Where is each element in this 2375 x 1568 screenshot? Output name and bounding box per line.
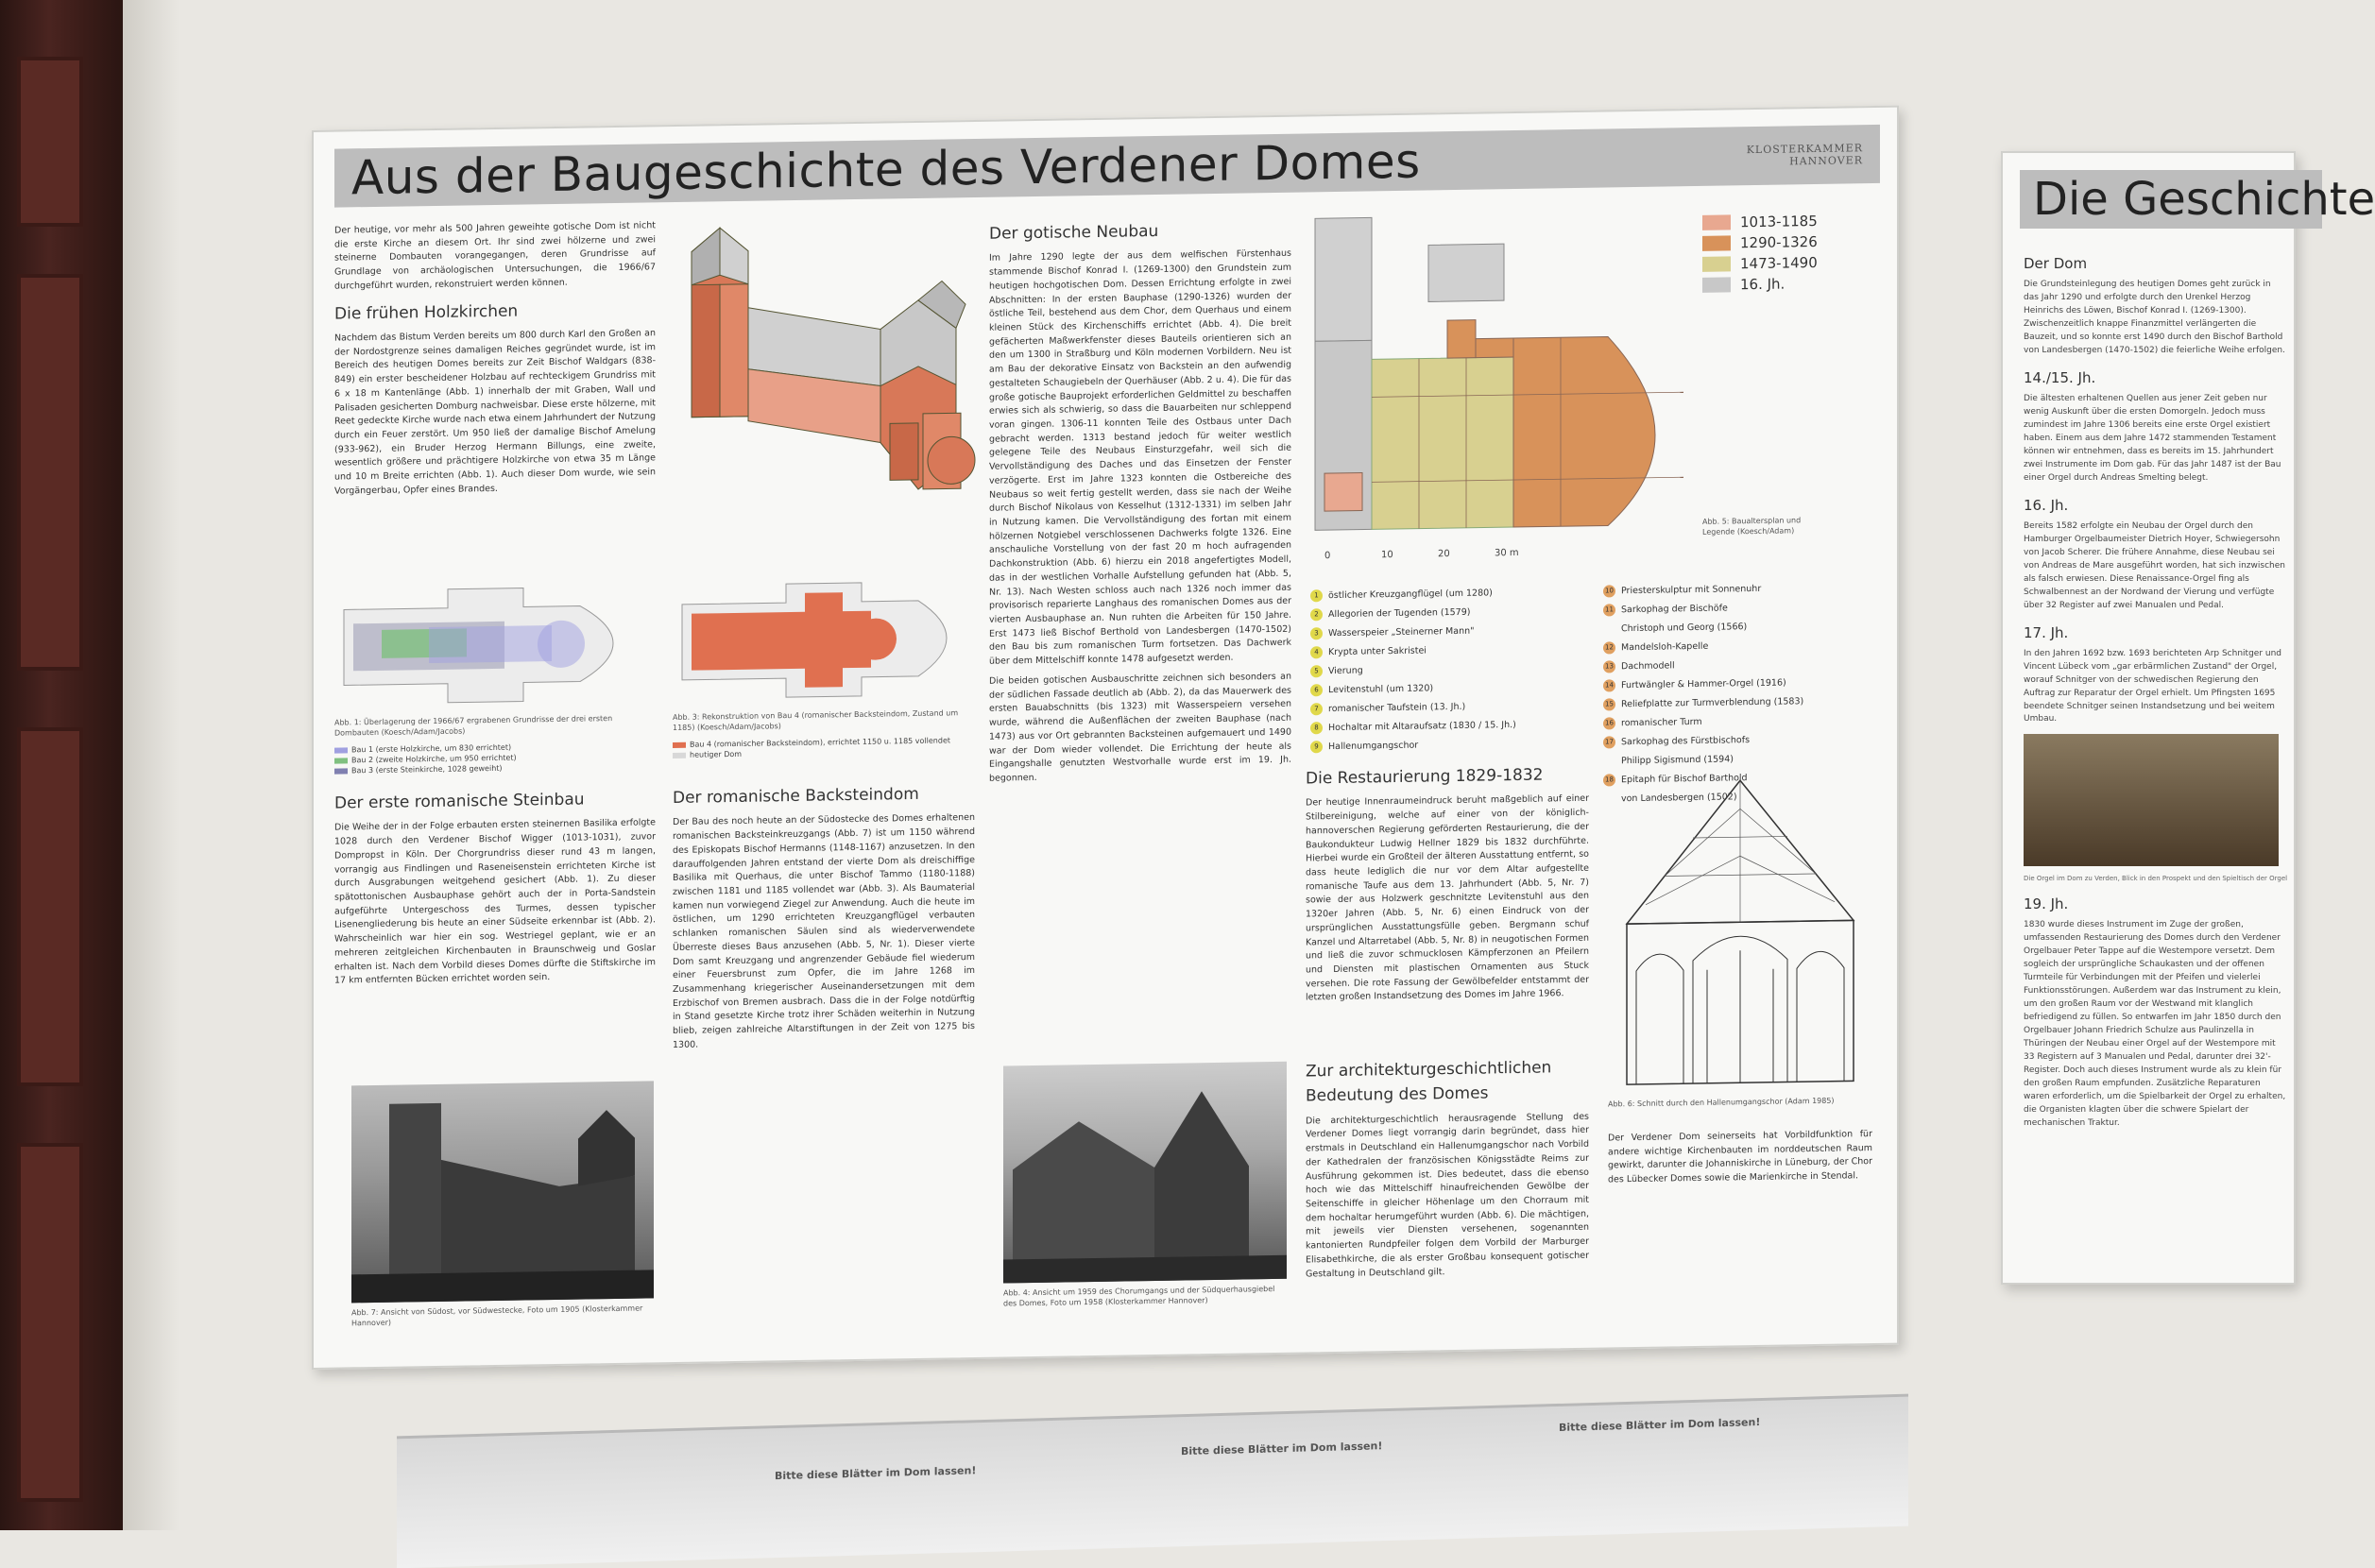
legend-label: Bau 1 (erste Holzkirche, um 830 errichtet)	[351, 742, 512, 755]
period-swatch	[1702, 214, 1731, 230]
column-architektur-2	[1608, 1128, 1872, 1193]
cathedral-model-drawing	[673, 214, 975, 521]
text-gotik-2: Die beiden gotischen Ausbauschritte zeichnen sich besonders an der südlichen Fassade deutlich ab (Abb. 2), da das Mauerwerk des ersten Bauabschnitts (bis 1323) mit Wasserspeiern versehen wurde, während die Außenflächen der zweiten Bauphase (nach 1473) aus vor Ort gebrannten Backsteinen aufgemauert und 1490 war der Dom wieder vollendet. Die Errichtung der heute als Eingangshalle genutzten Westvorhalle wurde erst im 19. Jh. begonnen.	[989, 671, 1291, 784]
numbered-item	[1310, 585, 1594, 603]
numbered-item-text: Christoph und Georg (1566)	[1621, 621, 1748, 634]
numbered-item	[1603, 674, 1877, 692]
numbered-item	[1310, 698, 1594, 716]
number-badge: 18	[1603, 774, 1615, 786]
column-1	[334, 219, 656, 504]
text-restaurierung: Der heutige Innenraumeindruck beruht maßgeblich auf einer Stilbereinigung, welche auf einer von der königlich-hannoverschen Regierung geförderten Restaurierung, die der Baukondukteur Ludwig Hellner 1829 bis 1832 durchführte. Hierbei wurde ein Großteil der älteren Ausstattung entfernt, so dass heute lediglich die nur vor dem Altar aufgestellte romanische Taufe aus dem 13. Jahrhundert (Abb. 5, Nr. 7) sowie der aus Holzwerk geschnitzte Levitenstuhl aus den 1320er Jahren (Abb. 5, Nr. 6) einen Eindruck von der ursprünglichen Ausstattungsfülle geben. Bergmann schuf Kanzel und Altarretabel (Abb. 5, Nr. 8) in neugotischen Formen und ließ die zuvor schmucklosen Kämpferzonen an Pfeilern und Diensten mit plastischen Ornamenten aus Stuck versehen. Die rote Fassung der Gewölbefelder entstammt der letzten großen Instandsetzung des Domes im Jahre 1966.	[1306, 793, 1589, 1003]
text-dom: Die Grundsteinlegung des heutigen Domes geht zurück in das Jahr 1290 und erfolgte durch den Urenkel Herzog Heinrichs des Löwen, Bischof Konrad I. (1269-1300). Zwischenzeitlich knappe Finanzmittel verlängerten die Bauzeit, und so konnte erst 1490 durch den Bischof Barthold von Landesbergen (1470-1502) die feierliche Weihe erfolgen.	[2024, 280, 2285, 355]
scale-10: 10	[1381, 550, 1393, 561]
heading-1415: 14./15. Jh.	[2024, 368, 2096, 386]
scale-0: 0	[1324, 551, 1331, 562]
period-label: 1473-1490	[1740, 253, 1818, 273]
legend-abb1	[334, 739, 656, 776]
poster-title: Aus der Baugeschichte des Verdener Domes	[351, 133, 1421, 206]
text-gotik: Im Jahre 1290 legte der aus dem welfischen Fürstenhaus stammende Bischof Konrad I. (1269-1300) den Grundstein zum heutigen hochgotischen Dom. Dessen Errichtung erfolgte in zwei Abschnitten: In der ersten Bauphase (1290-1326) wurden der östliche Teil, bestehend aus dem Chor, dem Querhaus und einem kleinen Stück des Kirchenschiffs errichtet (Abb. 4). Die breit gefächerten Maßwerkfenster dieses Bauteils orientieren sich an den um 1300 in Straßburg und Köln modernen Vorbildern. Neu ist am Bau der dekorative Einsatz von Backstein an den aufwendig gestalteten Schaugiebeln der Querhäuser (Abb. 2 u. 4). Die für das große gotische Bauprojekt erforderlichen Geldmittel zu beschaffen erwies sich als schwierig, so dass die Bauarbeiten nur schleppend voran gingen. 1306-11 konnten Teile des Ostbaus unter Dach gebracht werden. 1313 bestand jedoch für weiter westlich gelegene Teile des Neubaus Einsturzgefahr, weil sich die Vervollständigung des Daches und das Einsetzen der Fenster verzögerte. Erst im Jahre 1323 konnten die Ostbereiche des Neubaus so weit fertig gestellt werden, dass sie nach der Weihe durch Bischof Nikolaus von Kesselhut (1312-1331) im selben Jahr in Nutzung kamen. Die Vervollständigung des fortan mit einem hölzernen Notgiebel verschlossenen Dachwerks folgte 1326. Eine anschauliche Vorstellung von der fast 20 m hoch aufragenden Dachkonstruktion (Abb. 6) hierzu ein 2018 angefertigtes Modell, das in der westlichen Vorhalle Aufstellung gefunden hat (Abb. 5, Nr. 13). Nach Westen schloss auch nach 1326 noch immer das provisorisch reparierte Langhaus des romanischen Domes aus der vierten Ausbauphase an. Nun ruhten die Arbeiten für 150 Jahre. Erst 1473 ließ Bischof Berthold von Landesbergen (1470-1502) den Bau bis zum romanischen Turm fortsetzen. Das Dachwerk über dem Mittelschiff konnte 1478 aufgesetzt werden.	[989, 248, 1291, 667]
shelf-label-2: Bitte diese Blätter im Dom lassen!	[1559, 1416, 1761, 1434]
text-architektur: Die architekturgeschichtlich herausragende Stellung des Verdener Domes liegt vorrangig darin begründet, dass hier erstmals in Deutschland ein Hallenumgangschor nach Vorbild der Kathedralen der französischen Königsstädte Reims zur Ausführung gekommen ist. Dies bedeutet, dass die ebenso hoch wie das Mittelschiff hinaufreichenden Gewölbe der Seitenschiffe in gleicher Höhenlage um den Chorraum mit dem hochaltar herumgeführt wurden (Abb. 6). Die mächtigen, mit jeweils vier Diensten versehenen, sogenannten kantonierten Rundpfeiler folgen dem Vorbild der Marburger Elisabethkirche, die als erster Großbau konsequent gotischer Gestaltung in Deutschland gilt.	[1306, 1111, 1589, 1280]
numbered-item-text: Allegorien der Tugenden (1579)	[1328, 606, 1471, 620]
number-badge: 5	[1310, 665, 1323, 677]
heading-19: 19. Jh.	[2024, 895, 2069, 913]
numbered-item	[1603, 712, 1877, 730]
number-badge: 15	[1603, 698, 1615, 710]
caption-abb4: Abb. 4: Ansicht um 1959 des Chorumgangs und der Südquerhausgiebel des Domes, Foto um 1958 (Klosterkammer Hannover)	[1003, 1284, 1275, 1308]
numbered-item-text: romanischer Turm	[1621, 716, 1702, 728]
number-badge: 6	[1310, 684, 1323, 696]
numbered-item-text: Vierung	[1328, 665, 1363, 676]
number-badge: 16	[1603, 717, 1615, 729]
numbered-item	[1603, 580, 1877, 598]
heading-steinbau: Der erste romanische Steinbau	[334, 790, 585, 813]
number-badge: 11	[1603, 604, 1615, 616]
numbered-item	[1310, 641, 1594, 659]
numbered-item	[1603, 599, 1877, 617]
text-backstein: Der Bau des noch heute an der Südostecke des Domes erhaltenen romanischen Backsteinkreuzgangs (Abb. 7) ist um 1150 während des Episkopats Bischof Hermanns (1148-1167) anzusetzen. In den darauffolgenden Jahren entstand der vierte Dom als dreischiffige Basilika mit Querhaus, die unter Bischof Tammo (1180-1188) zwischen 1181 und 1185 vollendet war (Abb. 3). Als Baumaterial kamen nun vorwiegend Ziegel zur Anwendung. Auch die heute im östlichen, um 1290 errichteten Kreuzgangflügel verbauten schlanken romanischen Säulen sind als wiederverwendete Überreste dieses Baus anzusehen (Abb. 5, Nr. 1). Dieser vierte Dom samt Kreuzgang und angrenzender Gebäude fiel wiederum einer Feuersbrunst zum Opfer, die im Jahre 1268 im Zusammenhang kriegerischer Auseinandersetzungen mit dem Erzbischof von Bremen ausbrach. Dass die in der Folge notdürftig in Stand gesetzte Kirche trotz ihrer Schäden weiterhin in Nutzung blieb, zeigen zahlreiche Altarstiftungen in der Zeit von 1275 bis 1300.	[673, 812, 975, 1050]
number-badge: 4	[1310, 646, 1323, 658]
number-badge: 3	[1310, 627, 1323, 639]
legend-swatch	[334, 768, 348, 774]
legend-swatch	[334, 758, 348, 763]
period-row	[1702, 254, 1818, 273]
numbered-item	[1310, 622, 1594, 640]
number-badge: 12	[1603, 641, 1615, 654]
period-label: 1013-1185	[1740, 212, 1818, 231]
legend-label: Bau 4 (romanischer Backsteindom), errichtet 1150 u. 1185 vollendet	[690, 736, 951, 749]
text-16: Bereits 1582 erfolgte ein Neubau der Orgel durch den Hamburger Orgelbaumeister Dietrich Hoyer, Schwiegersohn von Jacob Scherer. Die frühere Annahme, diese Neubau sei von Andreas de Mare ausgeführt worden, hat sich inzwischen als falsch erwiesen. Diese Renaissance-Orgel fing als Schwalbennest an der Nordwand der Vierung und verfügte über 32 Register auf zwei Manualen und Pedal.	[2024, 520, 2285, 610]
numbered-item	[1603, 637, 1877, 655]
period-label: 1290-1326	[1740, 232, 1818, 252]
numbered-item-text: Mandelsloh-Kapelle	[1621, 640, 1709, 653]
right-poster	[2001, 151, 2375, 1285]
number-badge: 8	[1310, 722, 1323, 734]
number-badge: 17	[1603, 736, 1615, 748]
numbered-item-text: Priesterskulptur mit Sonnenuhr	[1621, 583, 1762, 596]
legend-label: Bau 2 (zweite Holzkirche, um 950 errichtet)	[351, 753, 517, 765]
floor-plan-abb1	[334, 576, 656, 713]
caption-organ: Die Orgel im Dom zu Verden, Blick in den Prospekt und den Spieltisch der Orgel	[2024, 875, 2288, 883]
numbered-item	[1603, 656, 1877, 673]
numbered-item-text: Sarkophag der Bischöfe	[1621, 602, 1728, 615]
heading-backstein: Der romanische Backsteindom	[673, 784, 919, 808]
column-restaurierung	[1306, 755, 1589, 1012]
door-frame	[0, 0, 123, 1530]
heading-restaurierung: Die Restaurierung 1829-1832	[1306, 765, 1544, 789]
door-panel	[17, 1143, 83, 1502]
numbered-item-text: Philipp Sigismund (1594)	[1621, 753, 1734, 766]
right-poster-title: Die Geschichte	[2033, 173, 2375, 226]
period-label: 16. Jh.	[1740, 275, 1786, 294]
numbered-item	[1603, 750, 1877, 768]
door-panel	[17, 274, 83, 671]
number-badge: 9	[1310, 741, 1323, 753]
wall-shadow	[123, 0, 179, 1530]
period-swatch	[1702, 235, 1731, 250]
numbered-item	[1310, 660, 1594, 678]
numbered-item-text: Epitaph für Bischof Barthold	[1621, 772, 1748, 785]
numbered-item-text: romanischer Taufstein (13. Jh.)	[1328, 701, 1466, 714]
caption-abb5: Abb. 5: Baualtersplan und Legende (Koesch/Adam)	[1702, 516, 1802, 537]
numbered-item-text: Levitenstuhl (um 1320)	[1328, 682, 1434, 695]
legend-label: heutiger Dom	[690, 749, 743, 759]
intro-text: Der heutige, vor mehr als 500 Jahren geweihte gotische Dom ist nicht die erste Kirche an diesem Ort. Ihr sind zwei hölzerne und zwei steinerne Dombauten vorangegangen, deren Grundrisse auf Grundlage von archäologischen Untersuchungen, die 1966/67 durchgeführt wurden, rekonstruiert werden können.	[334, 220, 656, 292]
heading-architektur: Zur architekturgeschichtlichen Bedeutung des Domes	[1306, 1058, 1552, 1106]
photo-organ	[2024, 734, 2279, 866]
text-holzkirchen: Nachdem das Bistum Verden bereits um 800 durch Karl den Großen an der Nordostgrenze seines damaligen Reiches gegründet wurde, ist im Bereich des heutigen Domes bereits zur Zeit Bischof Waldgars (838-849) ein erster bescheidener Holzbau auf rechteckigem Grundriss mit 6 x 18 m Kantenlänge (Abb. 1) innerhalb der mit Graben, Wall und Palisaden gesicherten Domburg nachweisbar. Diese erste hölzerne, mit Reet gedeckte Kirche wurde nach etwa einem Jahrhundert der Nutzung durch ein Feuer zerstört. Um 950 ließ der damalige Bischof Amelung (933-962), ein Bruder Herzog Hermann Billungs, eine zweite, wesentlich größere und prächtigere Holzkirche von etwa 35 m Länge und 10 m Breite errichten (Abb. 1). Auch dieser Dom wurde, wie sein Vorgängerbau, Opfer eines Brandes.	[334, 328, 656, 497]
period-legend	[1702, 213, 1818, 298]
door-panel	[17, 727, 83, 1086]
heading-16: 16. Jh.	[2024, 496, 2069, 514]
number-badge: 13	[1603, 660, 1615, 673]
shelf-label-1: Bitte diese Blätter im Dom lassen!	[1181, 1440, 1383, 1458]
period-swatch	[1702, 256, 1731, 271]
text-1415: Die ältesten erhaltenen Quellen aus jener Zeit geben nur wenig Auskunft über die ersten Domorgeln. Jedoch muss zumindest im Jahre 1306 bereits eine erste Orgel existiert haben. Einem aus dem Jahre 1472 stammenden Testament können wir entnehmen, dass es bereits im 15. Jahrhundert zwei Instrumente im Dom gab. Für das Jahr 1487 ist der Bau einer Orgel durch Andreas Smelting belegt.	[2024, 394, 2281, 483]
numbered-item-text: Krypta unter Sakristei	[1328, 644, 1427, 657]
column-steinbau	[334, 778, 656, 994]
period-row	[1702, 233, 1818, 252]
numbered-item-text: Wasserspeier „Steinerner Mann"	[1328, 625, 1475, 639]
leaflet-shelf	[397, 1394, 1908, 1568]
right-title-bar	[2020, 170, 2375, 229]
heading-17: 17. Jh.	[2024, 623, 2069, 641]
shelf-label-3: Bitte diese Blätter im Dom lassen!	[775, 1464, 977, 1483]
column-backstein	[673, 774, 975, 1059]
caption-abb3: Abb. 3: Rekonstruktion von Bau 4 (romanischer Backsteindom, Zustand um 1185) (Koesch/Adam/Jacobs)	[673, 708, 959, 733]
right-column	[2024, 244, 2288, 1130]
number-badge: 10	[1603, 585, 1615, 597]
numbered-item-text: Dachmodell	[1621, 659, 1675, 672]
text-steinbau: Die Weihe der in der Folge erbauten ersten steinernen Basilika erfolgte 1028 durch den Verdener Bischof Wigger (1013-1031), zuvor Dompropst in Köln. Der Chorgrundriss dieser rund 43 m langen, vorrangig aus Findlingen und Raseneisenstein errichteten Kirche ist durch Ausgrabungen weitgehend gesichert (Abb. 1). Zu dieser spätottonischen Ausbauphase gehört auch der in Porta-Sandstein aufgeführte Untergeschoss des Turmes, dessen typischer Lisenengliederung bis heute an einer Südseite erkennbar ist (Abb. 2). Wahrscheinlich war hier ein sog. Westriegel geplant, wie er an mehreren zeitgleichen Kirchenbauten in Braunschweig und Goslar erhalten ist. Nach dem Vorbild dieses Domes dürfte die Stiftskirche im 17 km entfernten Bücken errichtet worden sein.	[334, 817, 656, 986]
period-row	[1702, 275, 1818, 294]
text-architektur-2: Der Verdener Dom seinerseits hat Vorbildfunktion für andere wichtige Kirchenbauten im norddeutschen Raum gewirkt, darunter die Johanniskirche in Lüneburg, der Chor des Lübecker Domes sowie die Marienkirche in Stendal.	[1608, 1129, 1872, 1185]
period-row	[1702, 213, 1818, 231]
numbered-item	[1310, 604, 1594, 622]
numbered-item	[1310, 736, 1594, 754]
number-badge: 2	[1310, 608, 1323, 621]
legend-abb3	[673, 734, 975, 761]
caption-abb1: Abb. 1: Überlagerung der 1966/67 ergrabenen Grundrisse der drei ersten Dombauten (Koesch/Adam/Jacobs)	[334, 714, 613, 738]
numbered-item	[1603, 618, 1877, 636]
text-19: 1830 wurde dieses Instrument im Zuge der großen, umfassenden Restaurierung des Domes durch den Verdener Orgelbauer Peter Tappe auf die Westempore versetzt. Dem sogleich der ursprüngliche Schaukasten und der offenen Turmteile für Verbindungen mit der Pfeifen und vielerlei Funktionsstörungen. Außerdem war das Instrument zu klein, um den großen Raum vor der Westwand mit klanglich befriedigend zu füllen. So entwarfen im Jahr 1850 durch den Orgelbauer Johann Friedrich Schulze aus Paulinzella in Thüringen der Neubau einer Orgel auf der Westempore mit 33 Registern auf 3 Manualen und Pedal, darunter drei 32'-Register. Doch auch dieses Instrument wurde als zu klein für den großen Raum empfunden. Zusätzliche Reparaturen waren erforderlich, um die Spielbarkeit der Orgel zu erhalten, die Organisten klagten über die schwere Spielart der mechanischen Traktur.	[2024, 920, 2286, 1128]
main-poster	[312, 106, 1899, 1370]
number-badge: 14	[1603, 679, 1615, 691]
brand-line2: HANNOVER	[1789, 154, 1863, 168]
heading-gotik: Der gotische Neubau	[989, 221, 1159, 244]
caption-abb7: Abb. 7: Ansicht von Südost, vor Südwestecke, Foto um 1905 (Klosterkammer Hannover)	[351, 1304, 643, 1328]
title-bar	[334, 125, 1880, 208]
numbered-item-text: Hochaltar mit Altaraufsatz (1830 / 15. Jh.)	[1328, 719, 1516, 733]
numbered-item	[1310, 717, 1594, 735]
numbered-list-left	[1310, 585, 1594, 759]
scale-20: 20	[1438, 549, 1450, 560]
numbered-item-text: Sarkophag des Fürstbischofs	[1621, 734, 1751, 747]
number-badge: 7	[1310, 703, 1323, 715]
brand-logo	[1747, 142, 1863, 168]
section-drawing-abb6	[1608, 769, 1872, 1094]
scale-30: 30 m	[1495, 547, 1519, 559]
numbered-item-text: von Landesbergen (1502)	[1621, 791, 1737, 804]
heading-dom: Der Dom	[2024, 255, 2088, 272]
period-swatch	[1702, 277, 1731, 292]
floor-plan-abb3	[673, 571, 975, 708]
text-17: In den Jahren 1692 bzw. 1693 berichteten Arp Schnitger und Vincent Lübeck vom „gar erbärmlichen Zustand" der Orgel, worauf Schnitger von der schwedischen Regierung den Auftrag zur Reparatur der Orgel erhielt. Um Pfingsten 1695 beendete Schnitger seinen Instandsetzung und bei weitem Umbau.	[2024, 648, 2281, 724]
photo-cathedral-southeast	[351, 1081, 654, 1303]
numbered-item-text: Furtwängler & Hammer-Orgel (1916)	[1621, 676, 1786, 690]
numbered-item-text: östlicher Kreuzgangflügel (um 1280)	[1328, 587, 1493, 601]
heading-holzkirchen: Die frühen Holzkirchen	[334, 301, 519, 324]
number-badge: 1	[1310, 589, 1323, 602]
numbered-item-text: Hallenumgangschor	[1328, 740, 1419, 752]
legend-swatch	[673, 752, 686, 758]
legend-swatch	[334, 747, 348, 753]
door-panel	[17, 57, 83, 227]
legend-swatch	[673, 741, 686, 747]
caption-abb6: Abb. 6: Schnitt durch den Hallenumgangschor (Adam 1985)	[1608, 1096, 1835, 1109]
brand-line1: KLOSTERKAMMER	[1746, 142, 1863, 156]
photo-choir-ambulatory	[1003, 1062, 1287, 1284]
numbered-item	[1603, 731, 1877, 749]
numbered-item-text: Reliefplatte zur Turmverblendung (1583)	[1621, 695, 1804, 709]
numbered-item	[1603, 693, 1877, 711]
numbered-item	[1310, 679, 1594, 697]
legend-label: Bau 3 (erste Steinkirche, 1028 geweiht)	[351, 763, 503, 775]
floor-plan-abb5	[1306, 203, 1702, 569]
column-gotik	[989, 210, 1291, 793]
column-architektur	[1306, 1048, 1589, 1287]
